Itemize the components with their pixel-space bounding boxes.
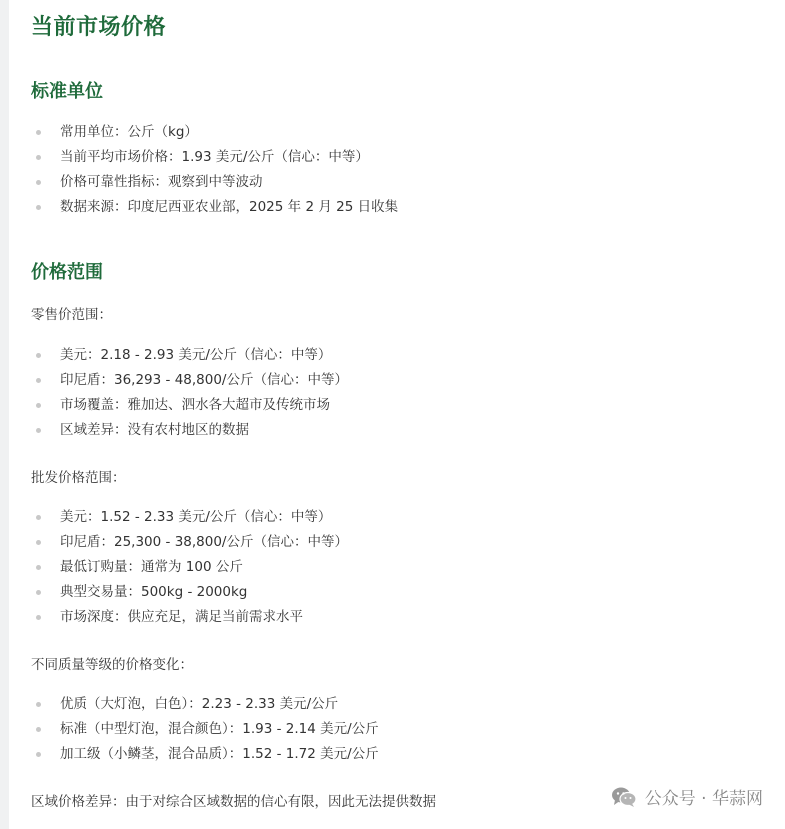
- wholesale-range-label: 批发价格范围：: [31, 470, 126, 486]
- list-item-text: 区域差异：没有农村地区的数据: [60, 422, 249, 438]
- bullet-dot: [36, 155, 41, 160]
- bullet-dot: [36, 515, 41, 520]
- list-item-text: 当前平均市场价格：1.93 美元/公斤（信心：中等）: [60, 149, 369, 165]
- wholesale-range-list: [31, 505, 348, 630]
- bullet-dot: [36, 378, 41, 383]
- bullet-dot: [36, 353, 41, 358]
- list-item: [31, 195, 398, 220]
- list-item-text: 美元：2.18 - 2.93 美元/公斤（信心：中等）: [60, 347, 332, 363]
- bullet-dot: [36, 428, 41, 433]
- list-item-text: 常用单位：公斤（kg）: [60, 124, 198, 140]
- list-item: [31, 418, 348, 443]
- quality-grade-list: [31, 692, 379, 767]
- standard-unit-list: [31, 120, 398, 220]
- list-item: [31, 170, 398, 195]
- list-item-text: 最低订购量：通常为 100 公斤: [60, 559, 243, 575]
- list-item-text: 市场深度：供应充足，满足当前需求水平: [60, 609, 303, 625]
- bullet-dot: [36, 130, 41, 135]
- list-item: [31, 605, 348, 630]
- page-title: 当前市场价格: [31, 15, 167, 40]
- list-item-text: 加工级（小鳞茎，混合品质）：1.52 - 1.72 美元/公斤: [60, 746, 379, 762]
- list-item: [31, 505, 348, 530]
- list-item-text: 优质（大灯泡，白色）：2.23 - 2.33 美元/公斤: [60, 696, 339, 712]
- bullet-dot: [36, 180, 41, 185]
- list-item: [31, 580, 348, 605]
- retail-range-label: 零售价范围：: [31, 307, 112, 323]
- bullet-dot: [36, 403, 41, 408]
- bullet-dot: [36, 727, 41, 732]
- list-item-text: 印尼盾：25,300 - 38,800/公斤（信心：中等）: [60, 534, 348, 550]
- retail-range-list: [31, 343, 348, 443]
- list-item: [31, 530, 348, 555]
- list-item-text: 印尼盾：36,293 - 48,800/公斤（信心：中等）: [60, 372, 348, 388]
- bullet-dot: [36, 540, 41, 545]
- list-item: [31, 145, 398, 170]
- list-item: [31, 717, 379, 742]
- quality-grade-label: 不同质量等级的价格变化：: [31, 657, 193, 673]
- list-item-text: 典型交易量：500kg - 2000kg: [60, 584, 248, 600]
- bullet-dot: [36, 205, 41, 210]
- list-item: [31, 343, 348, 368]
- bullet-dot: [36, 752, 41, 757]
- list-item-text: 标准（中型灯泡，混合颜色）：1.93 - 2.14 美元/公斤: [60, 721, 379, 737]
- section-heading-standard-unit: 标准单位: [31, 81, 103, 102]
- watermark: [611, 784, 763, 809]
- list-item-text: 价格可靠性指标：观察到中等波动: [60, 174, 263, 190]
- list-item: [31, 742, 379, 767]
- list-item: [31, 393, 348, 418]
- bullet-dot: [36, 702, 41, 707]
- list-item: [31, 368, 348, 393]
- watermark-text: 公众号 · 华蒜网: [644, 789, 763, 809]
- left-border-strip: [0, 0, 9, 829]
- bullet-dot: [36, 615, 41, 620]
- list-item-text: 数据来源：印度尼西亚农业部，2025 年 2 月 25 日收集: [60, 199, 399, 215]
- list-item: [31, 692, 379, 717]
- bullet-dot: [36, 590, 41, 595]
- list-item: [31, 120, 398, 145]
- list-item-text: 美元：1.52 - 2.33 美元/公斤（信心：中等）: [60, 509, 332, 525]
- regional-price-note: 区域价格差异：由于对综合区域数据的信心有限，因此无法提供数据: [31, 794, 436, 810]
- bullet-dot: [36, 565, 41, 570]
- list-item-text: 市场覆盖：雅加达、泗水各大超市及传统市场: [60, 397, 330, 413]
- section-heading-price-range: 价格范围: [31, 262, 103, 283]
- wechat-icon: [611, 786, 637, 808]
- list-item: [31, 555, 348, 580]
